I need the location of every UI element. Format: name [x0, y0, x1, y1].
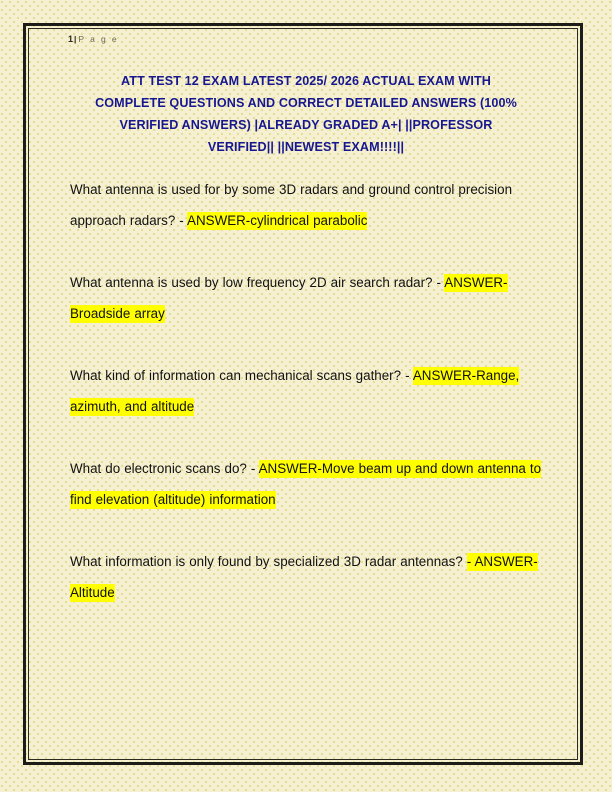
page-separator: | — [74, 34, 77, 44]
qa-item — [70, 453, 548, 515]
qa-item — [70, 546, 548, 608]
page-number: 1 — [68, 34, 74, 44]
document-title-line: ATT TEST 12 EXAM LATEST 2025/ 2026 ACTUAL EXAM WITH — [121, 74, 491, 88]
qa-item — [70, 174, 548, 236]
qa-question: What do electronic scans do? - — [70, 461, 259, 476]
qa-question: What antenna is used by low frequency 2D air search radar? - — [70, 275, 445, 290]
running-header — [68, 34, 119, 44]
document-title-line: COMPLETE QUESTIONS AND CORRECT DETAILED ANSWERS (100% — [95, 96, 517, 110]
qa-answer: ANSWER-cylindrical parabolic — [187, 213, 368, 228]
document-title-line: VERIFIED|| ||NEWEST EXAM!!!!|| — [207, 140, 405, 154]
document-title-line: VERIFIED ANSWERS) |ALREADY GRADED A+| ||PROFESSOR — [119, 118, 493, 132]
qa-item — [70, 267, 548, 329]
qa-answer: ANSWER-Range, azimuth, and altitude — [70, 368, 520, 414]
qa-question: What antenna is used for by some 3D radars and ground control precision approach radars? - — [70, 182, 513, 228]
qa-answer: - ANSWER-Altitude — [70, 554, 538, 600]
qa-question: What kind of information can mechanical scans gather? - — [70, 368, 413, 383]
page-label: P a g e — [78, 34, 119, 44]
qa-answer: ANSWER-Move beam up and down antenna to find elevation (altitude) information — [70, 461, 542, 507]
qa-question: What information is only found by specialized 3D radar antennas? — [70, 554, 467, 569]
qa-list — [70, 174, 548, 608]
qa-item — [70, 360, 548, 422]
document-title — [60, 70, 552, 158]
qa-answer: ANSWER-Broadside array — [70, 275, 508, 321]
